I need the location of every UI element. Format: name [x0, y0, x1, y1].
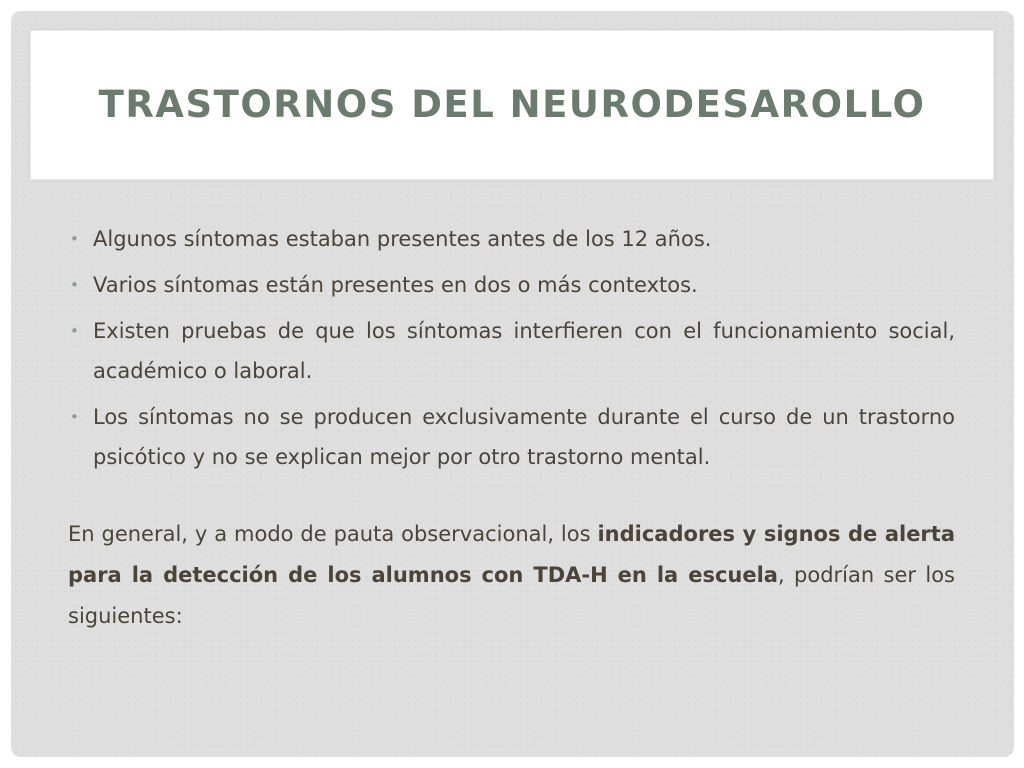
- slide-title: TRASTORNOS DEL NEURODESAROLLO: [98, 83, 926, 126]
- bullet-dot-icon: •: [70, 276, 79, 294]
- bullet-text: Existen pruebas de que los síntomas interfieren con el funcionamiento social, académico o laboral.: [93, 319, 955, 383]
- bullet-list: [68, 219, 955, 477]
- title-box: [31, 31, 993, 179]
- bullet-text: Varios síntomas están presentes en dos o más contextos.: [93, 273, 698, 297]
- paragraph-text-start: En general, y a modo de pauta observacional, los: [68, 522, 598, 546]
- paragraph-highlight: indicadores y signos de alerta para la detección de los alumnos con TDA-H en la escuela: [68, 522, 955, 587]
- bullet-text: Los síntomas no se producen exclusivamente durante el curso de un trastorno psicótico y no se explican mejor por otro trastorno mental.: [93, 405, 955, 469]
- bullet-item: [68, 397, 955, 477]
- slide-content: [68, 219, 955, 658]
- bullet-text: Algunos síntomas estaban presentes antes de los 12 años.: [93, 227, 712, 251]
- bullet-item: [68, 219, 955, 259]
- paragraph-text-end: , podrían ser los siguientes:: [68, 563, 956, 628]
- bullet-item: [68, 311, 955, 391]
- bullet-dot-icon: •: [70, 322, 79, 340]
- observation-paragraph: [68, 514, 955, 637]
- bullet-dot-icon: •: [70, 230, 79, 248]
- bullet-dot-icon: •: [70, 408, 79, 426]
- bullet-item: [68, 265, 955, 305]
- slide: [11, 11, 1014, 757]
